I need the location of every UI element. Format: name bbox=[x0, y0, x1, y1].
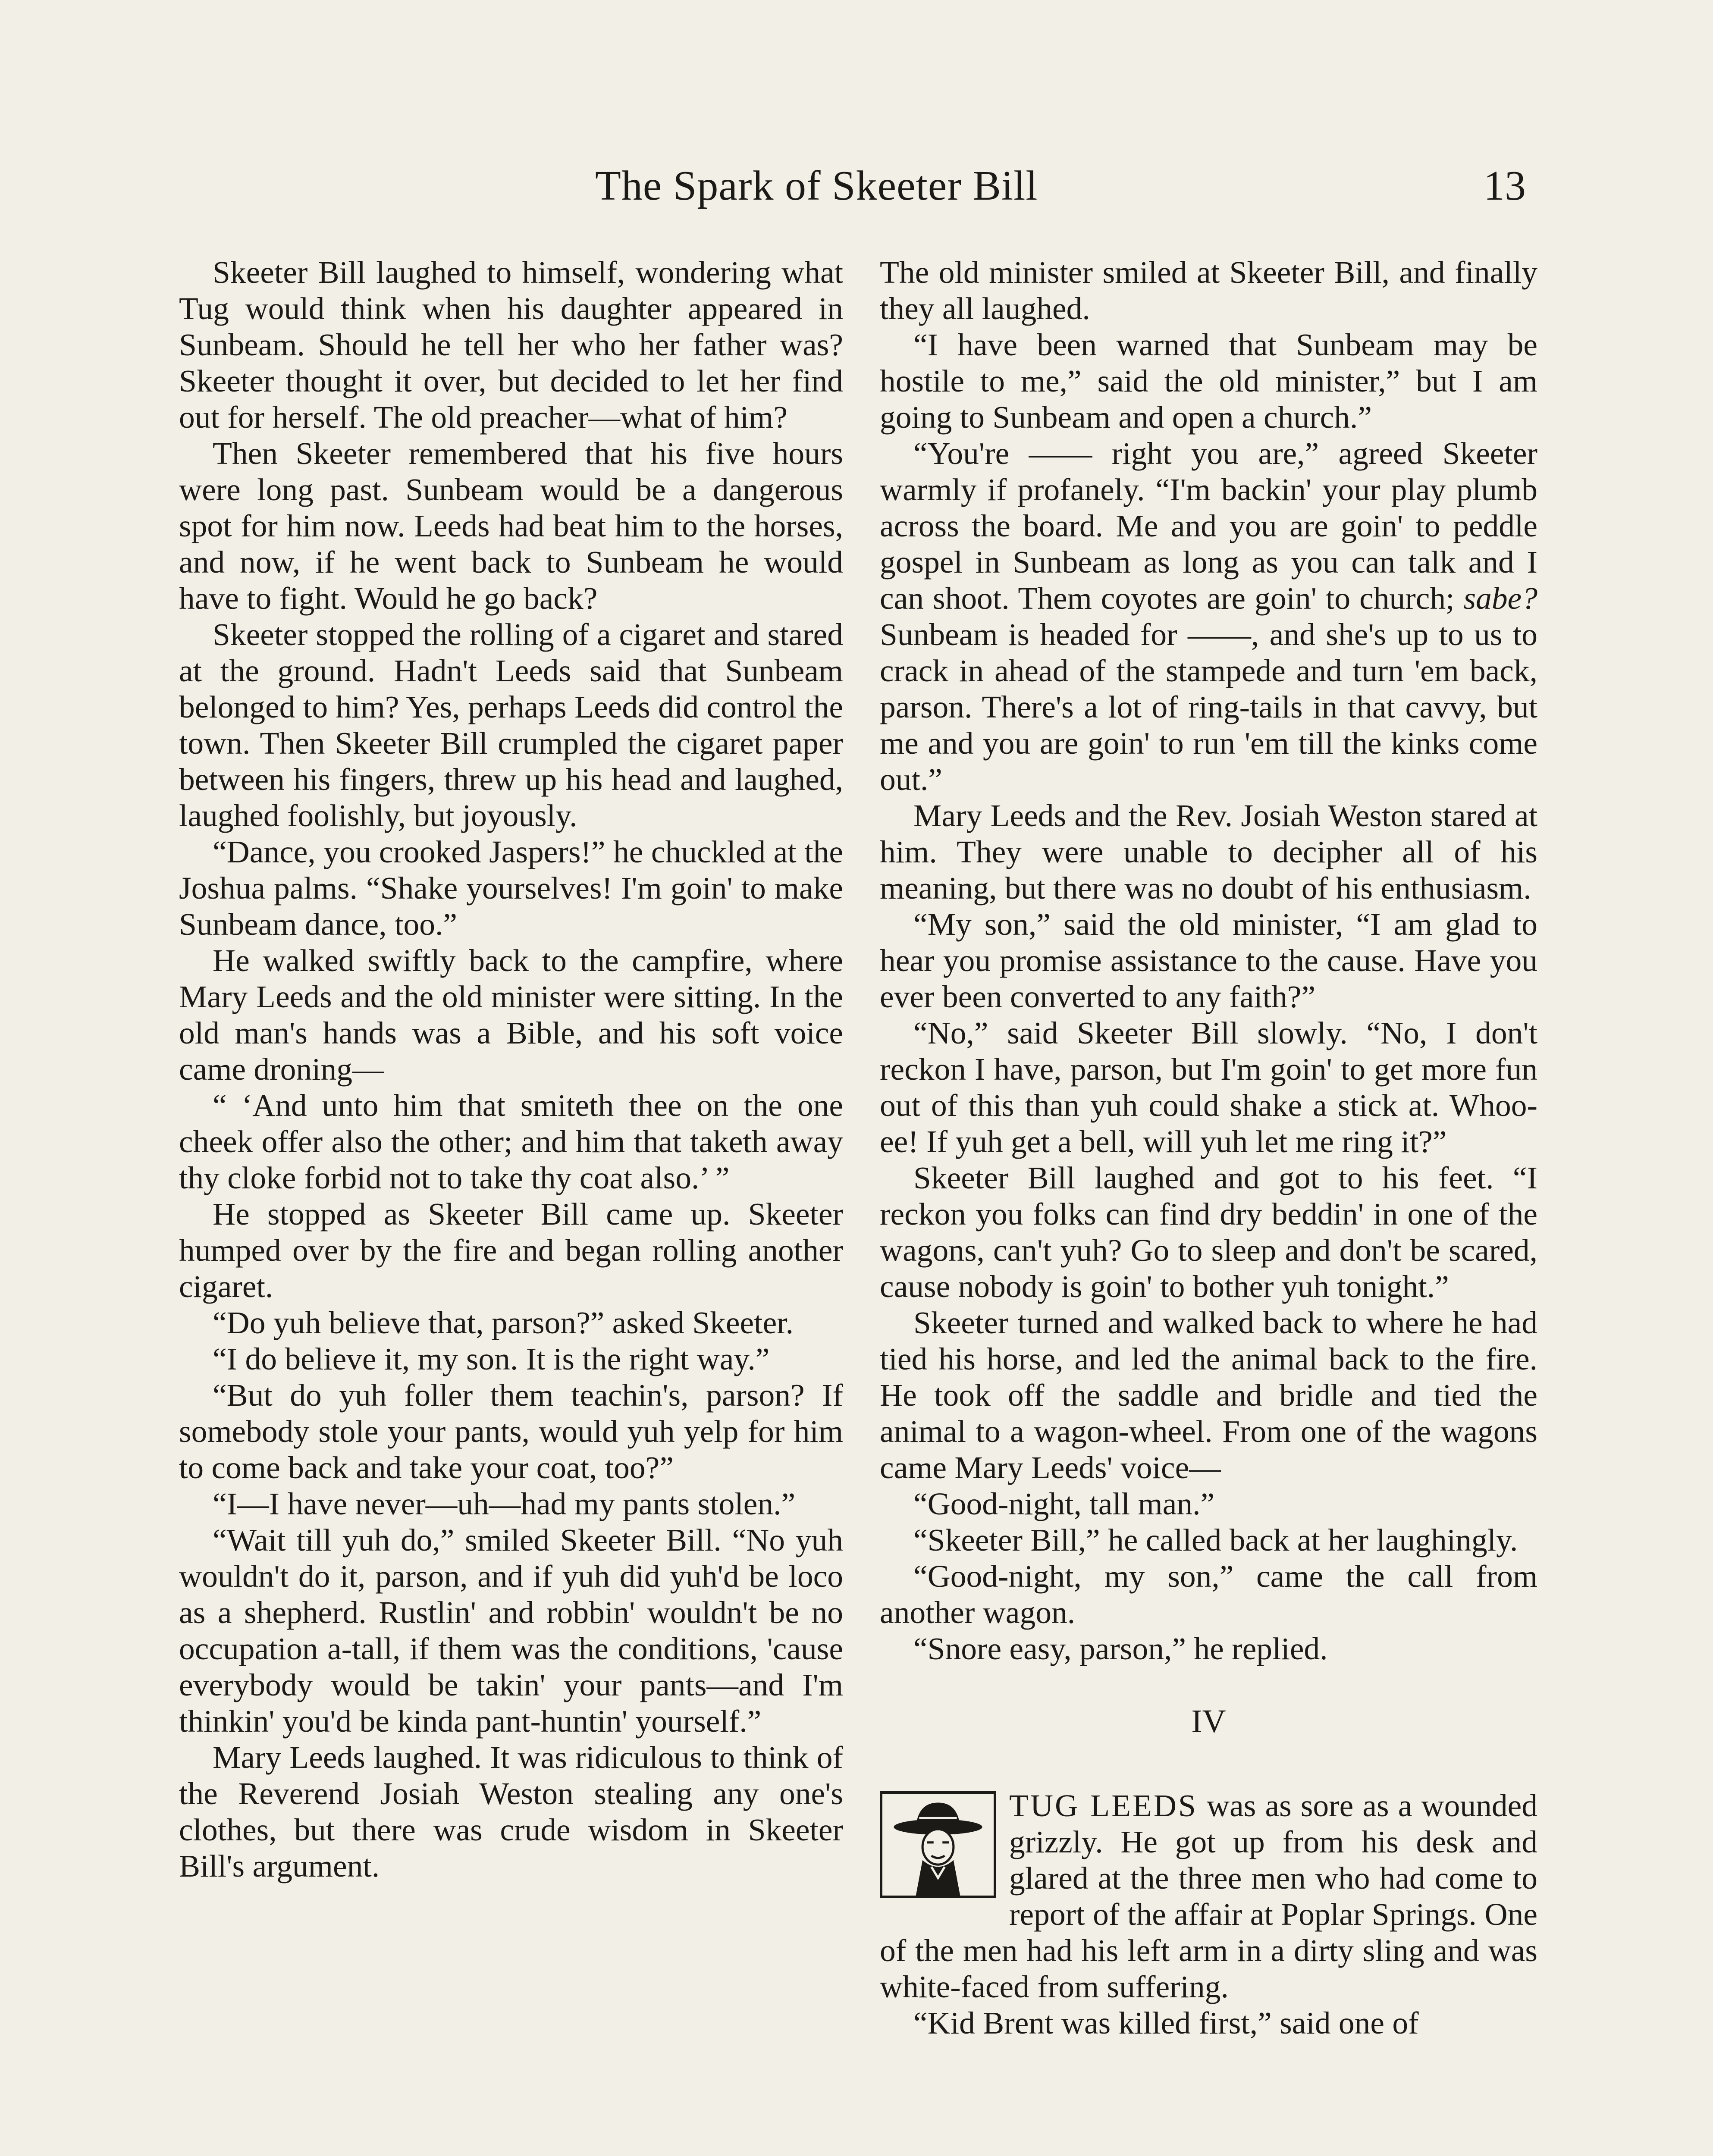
paragraph: Skeeter stopped the rolling of a cigaret and stared at the ground. Hadn't Leeds said that Sunbeam belonged to him? Yes, perhaps Leeds did control the town. Then Skeeter Bill crumpled the cigaret paper between his fingers, threw up his head and laughed, laughed foolishly, but joyously. bbox=[179, 617, 843, 833]
page-number: 13 bbox=[1484, 163, 1526, 209]
paragraph: “No,” said Skeeter Bill slowly. “No, I don't reckon I have, parson, but I'm goin' to get more fun out of this than yuh could shake a stick at. Whoo-ee! If yuh get a bell, will yuh let me ring it?” bbox=[880, 1015, 1537, 1159]
paragraph: “I do believe it, my son. It is the right way.” bbox=[213, 1341, 770, 1376]
paragraph-text: “You're —— right you are,” agreed Skeeter warmly if profanely. “I'm backin' your play plumb across the board. Me and you are goin' to peddle gospel in Sunbeam as long as you can talk and I can shoot. Them coyotes are goin' to church; bbox=[880, 436, 1537, 616]
paragraph bbox=[880, 436, 1537, 798]
paragraph: Skeeter Bill laughed to himself, wondering what Tug would think when his daughter appeared in Sunbeam. Should he tell her who her father was? Skeeter thought it over, but decided to let her find out for herself. The old preacher—what of him? bbox=[179, 255, 843, 435]
paragraph: “Dance, you crooked Jaspers!” he chuckled at the Joshua palms. “Shake yourselves! I'm goin' to make Sunbeam dance, too.” bbox=[179, 834, 843, 942]
section-heading: IV bbox=[1191, 1703, 1226, 1739]
paragraph: “Good-night, my son,” came the call from another wagon. bbox=[880, 1559, 1537, 1630]
paragraph: “Wait till yuh do,” smiled Skeeter Bill. “No yuh wouldn't do it, parson, and if yuh did yuh'd be loco as a shepherd. Rustlin' and robbin' wouldn't be no occupation a-tall, if them was the conditions, 'cause everybody would be takin' your pants—and I'm thinkin' you'd be kinda pant-huntin' yourself.” bbox=[179, 1523, 843, 1739]
paragraph: Skeeter Bill laughed and got to his feet. “I reckon you folks can find dry beddin' in one of the wagons, can't yuh? Go to sleep and don't be scared, cause nobody is goin' to bother yuh tonight.” bbox=[880, 1160, 1537, 1304]
paragraph: He walked swiftly back to the campfire, where Mary Leeds and the old minister were sitting. In the old man's hands was a Bible, and his soft voice came droning— bbox=[179, 943, 843, 1087]
paragraph: Skeeter turned and walked back to where he had tied his horse, and led the animal back to the fire. He took off the saddle and bridle and tied the animal to a wagon-wheel. From one of the wagons came Mary Leeds' voice— bbox=[880, 1305, 1537, 1485]
paragraph: Then Skeeter remembered that his five hours were long past. Sunbeam would be a dangerous spot for him now. Leeds had beat him to the horses, and now, if he went back to Sunbeam he would have to fight. Would he go back? bbox=[179, 436, 843, 616]
left-column bbox=[179, 254, 843, 1884]
dropcap-text: TUG LEEDS bbox=[1009, 1788, 1198, 1823]
paragraph: “Good-night, tall man.” bbox=[913, 1486, 1215, 1521]
paragraph: “My son,” said the old minister, “I am glad to hear you promise assistance to the cause. Have you ever been converted to any faith?” bbox=[880, 907, 1537, 1014]
italic-word: sabe? bbox=[1463, 581, 1537, 616]
paragraph: “Do yuh believe that, parson?” asked Skeeter. bbox=[213, 1305, 794, 1340]
paragraph: “But do yuh foller them teachin's, parson? If somebody stole your pants, would yuh yelp for him to come back and take your coat, too?” bbox=[179, 1378, 843, 1485]
paragraph: Mary Leeds laughed. It was ridiculous to think of the Reverend Josiah Weston stealing any one's clothes, but there was crude wisdom in Skeeter Bill's argument. bbox=[179, 1740, 843, 1883]
paragraph: “I—I have never—uh—had my pants stolen.” bbox=[213, 1486, 796, 1521]
paragraph: “ ‘And unto him that smiteth thee on the one cheek offer also the other; and him that taketh away thy cloke forbid not to take thy coat also.’ ” bbox=[179, 1088, 843, 1195]
paragraph: “Snore easy, parson,” he replied. bbox=[913, 1631, 1328, 1666]
right-column bbox=[880, 254, 1537, 2041]
cowboy-icon bbox=[882, 1794, 994, 1896]
paragraph: “Skeeter Bill,” he called back at her laughingly. bbox=[913, 1523, 1518, 1557]
section-opening bbox=[880, 1788, 1537, 2005]
page-header bbox=[0, 162, 1713, 222]
paragraph: “I have been warned that Sunbeam may be hostile to me,” said the old minister,” but I am going to Sunbeam and open a church.” bbox=[880, 327, 1537, 435]
running-title: The Spark of Skeeter Bill bbox=[595, 163, 1038, 209]
paragraph-text: was as sore as a wounded grizzly. He got up from his desk and glared at the three men who had come to report of the affair at Poplar Springs. One of the men had his left arm in a dirty sling and was white-faced from suffering. bbox=[880, 1788, 1537, 2004]
paragraph: Mary Leeds and the Rev. Josiah Weston stared at him. They were unable to decipher all of his meaning, but there was no doubt of his enthusiasm. bbox=[880, 798, 1537, 906]
paragraph: He stopped as Skeeter Bill came up. Skeeter humped over by the fire and began rolling another cigaret. bbox=[179, 1197, 843, 1304]
paragraph: “Kid Brent was killed first,” said one of bbox=[913, 2006, 1419, 2040]
paragraph-text: Sunbeam is headed for ——, and she's up to us to crack in ahead of the stampede and turn 'em back, parson. There's a lot of ring-tails in that cavvy, but me and you are goin' to run 'em till the kinks come out.” bbox=[880, 617, 1537, 797]
paragraph: The old minister smiled at Skeeter Bill, and finally they all laughed. bbox=[880, 255, 1537, 326]
cowboy-portrait-illustration bbox=[880, 1791, 996, 1898]
